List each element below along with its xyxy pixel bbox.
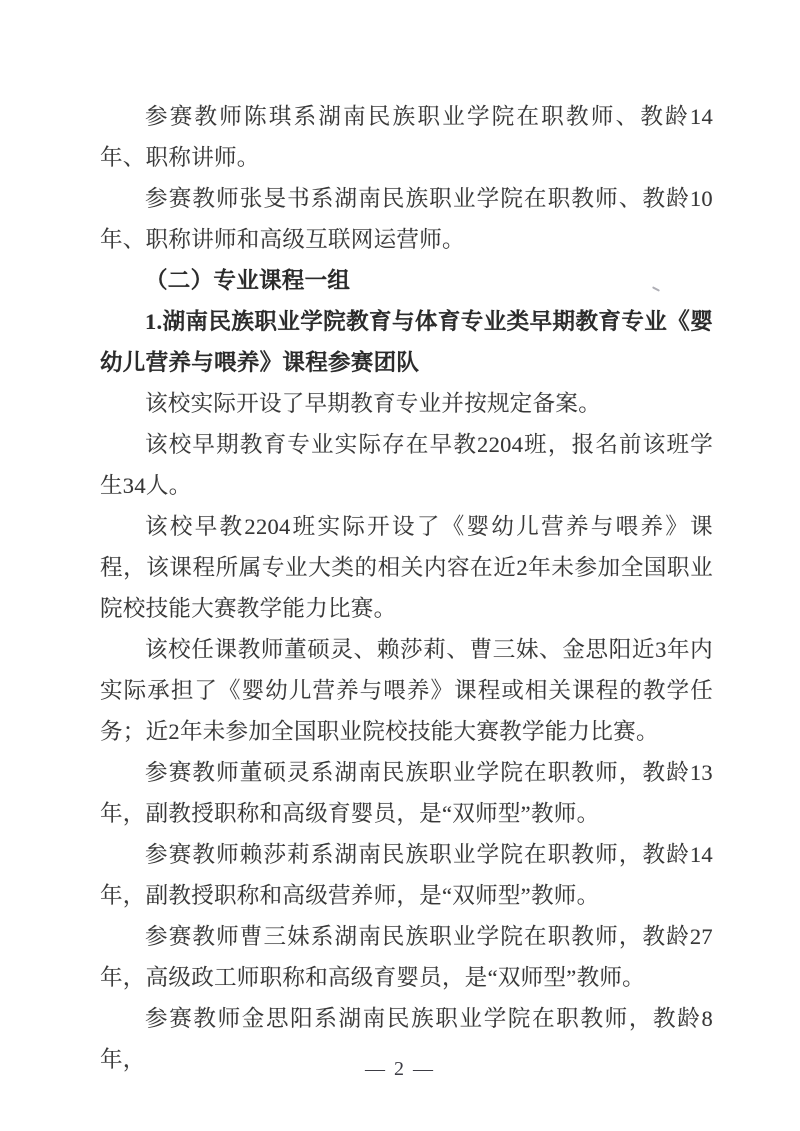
paragraph-course-teachers: 该校任课教师董硕灵、赖莎莉、曹三妹、金思阳近3年内实际承担了《婴幼儿营养与喂养》课程或相关课程的教学任务；近2年未参加全国职业院校技能大赛教学能力比赛。 (100, 637, 713, 744)
paragraph-teacher-chenqi: 参赛教师陈琪系湖南民族职业学院在职教师、教龄14年、职称讲师。 (100, 104, 713, 170)
document-body (100, 96, 713, 1080)
page-number: — 2 — (365, 1058, 435, 1080)
paragraph-class-2204: 该校早期教育专业实际存在早教2204班，报名前该班学生34人。 (100, 432, 713, 498)
paragraph-teacher-jinsiyang: 参赛教师金思阳系湖南民族职业学院在职教师，教龄8年， (100, 1006, 713, 1072)
subsection-heading-1: 1.湖南民族职业学院教育与体育专业类早期教育专业《婴幼儿营养与喂养》课程参赛团队 (100, 309, 713, 375)
paragraph-program-record: 该校实际开设了早期教育专业并按规定备案。 (145, 391, 602, 416)
paragraph-teacher-caosanmei: 参赛教师曹三妹系湖南民族职业学院在职教师，教龄27年，高级政工师职称和高级育婴员，是“双师型”教师。 (100, 924, 713, 990)
paragraph-teacher-laishali: 参赛教师赖莎莉系湖南民族职业学院在职教师，教龄14年，副教授职称和高级营养师，是“双师型”教师。 (100, 842, 713, 908)
paragraph-teacher-dongshuoling: 参赛教师董硕灵系湖南民族职业学院在职教师，教龄13年，副教授职称和高级育婴员，是“双师型”教师。 (100, 760, 713, 826)
section-heading-2: （二）专业课程一组 (145, 268, 351, 293)
paragraph-course-offered: 该校早教2204班实际开设了《婴幼儿营养与喂养》课程，该课程所属专业大类的相关内容在近2年未参加全国职业院校技能大赛教学能力比赛。 (100, 514, 713, 621)
paragraph-teacher-zhangminshu: 参赛教师张旻书系湖南民族职业学院在职教师、教龄10年、职称讲师和高级互联网运营师。 (100, 186, 713, 252)
